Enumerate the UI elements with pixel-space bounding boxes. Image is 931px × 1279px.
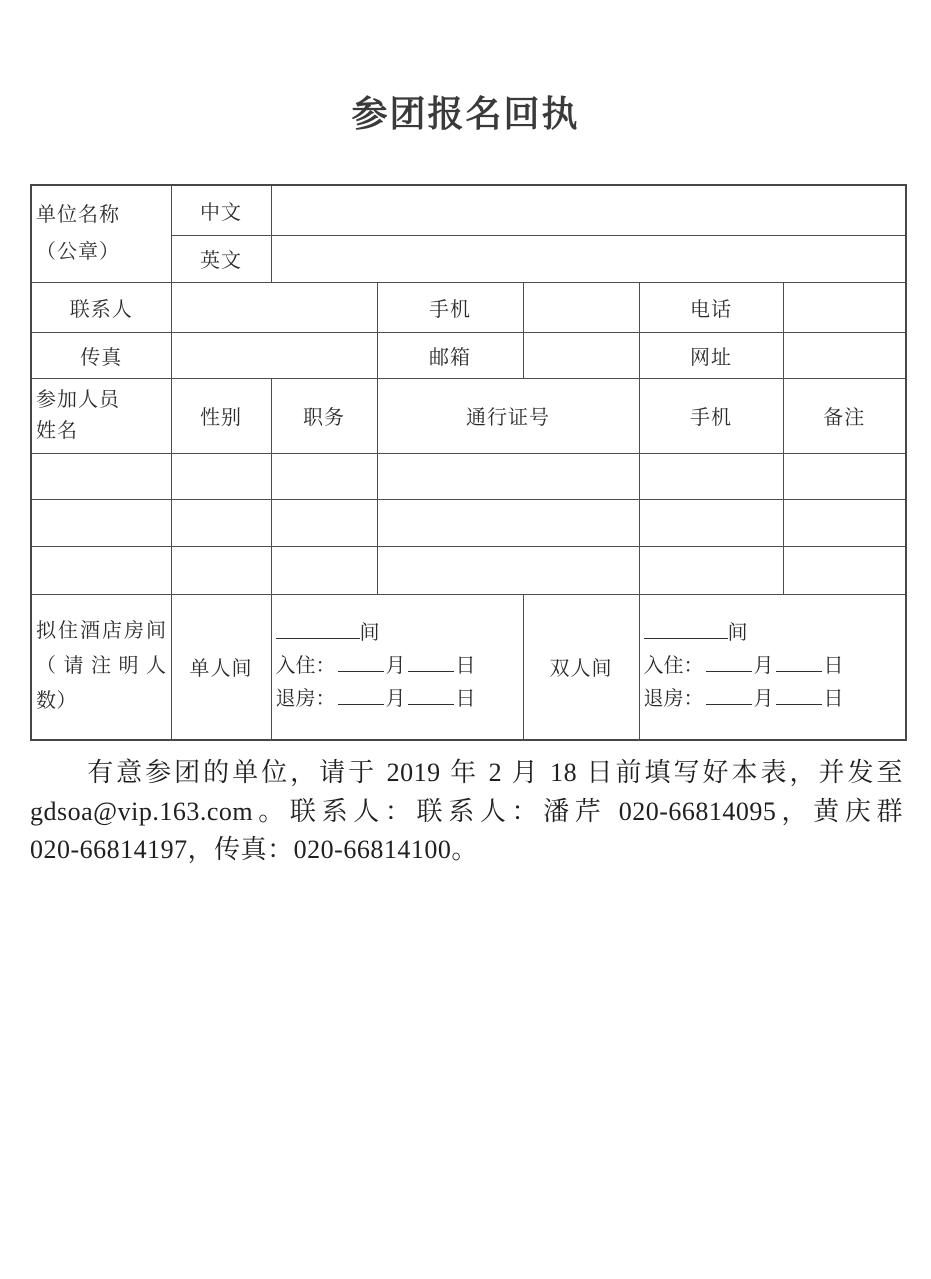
fax-label-cell: 传真 bbox=[31, 332, 171, 378]
english-name-value-cell bbox=[271, 235, 906, 282]
empty-cell bbox=[783, 499, 906, 546]
checkout-day-blank bbox=[408, 686, 454, 705]
page-title: 参团报名回执 bbox=[351, 93, 580, 134]
participant-mobile-header-cell: 手机 bbox=[639, 378, 783, 453]
participant-name-header-line2: 姓名 bbox=[36, 419, 78, 442]
single-room-count-line: 间 bbox=[276, 617, 519, 650]
empty-cell bbox=[783, 453, 906, 499]
website-label-cell: 网址 bbox=[639, 332, 783, 378]
fax-value-cell bbox=[171, 332, 377, 378]
row-contact bbox=[31, 282, 906, 332]
unit-name-label-line1: 单位名称 bbox=[36, 203, 120, 226]
participant-name-header-cell bbox=[31, 378, 171, 453]
participant-empty-row bbox=[31, 546, 906, 594]
hotel-label-line2: （请注明人 bbox=[36, 655, 167, 678]
email-label-cell: 邮箱 bbox=[377, 332, 523, 378]
double-room-count-blank bbox=[644, 620, 728, 639]
chinese-name-value-cell bbox=[271, 185, 906, 235]
empty-cell bbox=[171, 499, 271, 546]
empty-cell bbox=[31, 546, 171, 594]
english-label-cell: 英文 bbox=[171, 235, 271, 282]
contact-value-cell bbox=[171, 282, 377, 332]
single-checkout-line: 退房： 月 日 bbox=[275, 688, 476, 711]
row-hotel bbox=[31, 594, 906, 740]
double-room-detail-cell bbox=[639, 594, 906, 740]
registration-form-table bbox=[30, 184, 907, 741]
single-checkin-line: 入住： 月 日 bbox=[275, 655, 476, 678]
footer-note-line1: 有意参团的单位，请于 2019 年 2 月 18 日前填写好本表，并发至 bbox=[87, 758, 903, 787]
email-value-cell bbox=[523, 332, 639, 378]
footer-note-line3: 020-66814197，传真：020-66814100。 bbox=[30, 835, 478, 864]
checkout-month-blank bbox=[338, 686, 384, 705]
empty-cell bbox=[639, 546, 783, 594]
double-room-label-cell: 双人间 bbox=[523, 594, 639, 740]
remarks-header-cell: 备注 bbox=[783, 378, 906, 453]
single-room-detail-cell bbox=[271, 594, 523, 740]
mobile-label-cell: 手机 bbox=[377, 282, 523, 332]
contact-label-cell: 联系人 bbox=[31, 282, 171, 332]
empty-cell bbox=[171, 546, 271, 594]
double-room-count-line: 间 bbox=[644, 617, 902, 650]
empty-cell bbox=[639, 499, 783, 546]
checkin-day-blank bbox=[408, 653, 454, 672]
empty-cell bbox=[31, 499, 171, 546]
position-header-cell: 职务 bbox=[271, 378, 377, 453]
phone-value-cell bbox=[783, 282, 906, 332]
hotel-label-line1: 拟住酒店房间 bbox=[36, 620, 167, 643]
empty-cell bbox=[377, 499, 639, 546]
empty-cell bbox=[377, 546, 639, 594]
row-fax bbox=[31, 332, 906, 378]
single-room-label-cell: 单人间 bbox=[171, 594, 271, 740]
participant-empty-row bbox=[31, 453, 906, 499]
empty-cell bbox=[639, 453, 783, 499]
footer-note bbox=[30, 754, 903, 870]
checkout-month-blank bbox=[706, 686, 752, 705]
empty-cell bbox=[271, 453, 377, 499]
double-checkin-line: 入住： 月 日 bbox=[643, 655, 844, 678]
phone-label-cell: 电话 bbox=[639, 282, 783, 332]
single-room-count-blank bbox=[276, 620, 360, 639]
empty-cell bbox=[171, 453, 271, 499]
mobile-value-cell bbox=[523, 282, 639, 332]
empty-cell bbox=[271, 546, 377, 594]
checkin-month-blank bbox=[706, 653, 752, 672]
row-participants-header bbox=[31, 378, 906, 453]
empty-cell bbox=[271, 499, 377, 546]
row-unit-name-cn bbox=[31, 185, 906, 235]
gender-header-cell: 性别 bbox=[171, 378, 271, 453]
empty-cell bbox=[377, 453, 639, 499]
unit-name-label-line2: （公章） bbox=[36, 240, 120, 263]
footer-note-line2: gdsoa@vip.163.com。联系人：联系人：潘芹 020-66814095，黄庆群 bbox=[30, 796, 903, 826]
hotel-label-cell bbox=[31, 594, 171, 740]
website-value-cell bbox=[783, 332, 906, 378]
checkout-day-blank bbox=[776, 686, 822, 705]
checkin-month-blank bbox=[338, 653, 384, 672]
participant-empty-row bbox=[31, 499, 906, 546]
hotel-label-line3: 数） bbox=[36, 690, 77, 713]
empty-cell bbox=[783, 546, 906, 594]
double-checkout-line: 退房： 月 日 bbox=[643, 688, 844, 711]
participant-name-header-line1: 参加人员 bbox=[36, 388, 120, 411]
unit-name-label-cell bbox=[31, 185, 171, 282]
chinese-label-cell: 中文 bbox=[171, 185, 271, 235]
checkin-day-blank bbox=[776, 653, 822, 672]
empty-cell bbox=[31, 453, 171, 499]
pass-number-header-cell: 通行证号 bbox=[377, 378, 639, 453]
